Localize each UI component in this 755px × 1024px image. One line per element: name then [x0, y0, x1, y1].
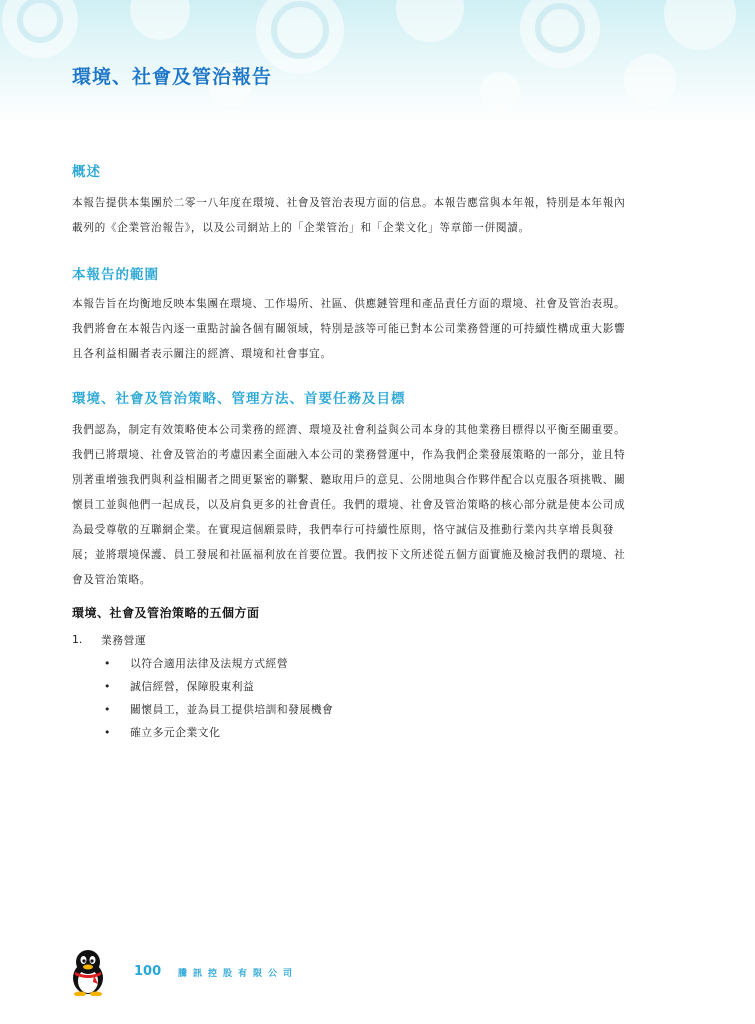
list-number: 1.	[72, 633, 83, 646]
bullet-text: 確立多元企業文化	[130, 726, 221, 739]
penguin-mascot-icon	[68, 948, 108, 1000]
scope-paragraph	[72, 292, 688, 367]
strategy-heading: 環境、社會及管治策略、管理方法、首要任務及目標	[72, 391, 406, 407]
paragraph-line: 展；並將環境保護、員工發展和社區福利放在首要位置。我們按下文所述從五個方面實施及檢討我們的環境、社	[72, 549, 626, 561]
bullet-text: 以符合適用法律及法規方式經營	[130, 657, 289, 670]
paragraph-line: 我們認為，制定有效策略使本公司業務的經濟、環境及社會利益與公司本身的其他業務目標得以平衡至關重要。	[72, 424, 626, 436]
bullet-item	[104, 656, 288, 671]
overview-paragraph	[72, 191, 688, 241]
paragraph-line: 且各利益相關者表示關注的經濟、環境和社會事宜。	[72, 348, 332, 360]
five-aspects-heading: 環境、社會及管治策略的五個方面	[72, 606, 260, 620]
bullet-item	[104, 679, 254, 694]
page-number: 100	[134, 964, 162, 979]
bullet-icon: •	[104, 657, 111, 670]
paragraph-line: 載列的《企業管治報告》，以及公司網站上的「企業管治」和「企業文化」等章節一併閱讀。	[72, 222, 530, 234]
paragraph-line: 我們將會在本報告內逐一重點討論各個有關領域，特別是該等可能已對本公司業務營運的可持續性構成重大影響	[72, 323, 626, 335]
paragraph-line: 為最受尊敬的互聯網企業。在實現這個願景時，我們奉行可持續性原則，恪守誠信及推動行業內共享增長與發	[72, 524, 615, 536]
page-title: 環境、社會及管治報告	[72, 66, 273, 88]
company-name: 騰訊控股有限公司	[178, 969, 299, 979]
bullet-text: 關懷員工，並為員工提供培訓和發展機會	[130, 703, 334, 716]
paragraph-line: 會及管治策略。	[72, 574, 152, 586]
overview-heading: 概述	[72, 164, 101, 180]
bullet-text: 誠信經營，保障股東利益	[130, 680, 255, 693]
paragraph-line: 懷員工並與他們一起成長，以及肩負更多的社會責任。我們的環境、社會及管治策略的核心部分就是使本公司成	[72, 499, 626, 511]
strategy-paragraph	[72, 418, 688, 593]
bullet-icon: •	[104, 726, 111, 739]
paragraph-line: 別著重增強我們與利益相關者之間更緊密的聯繫、聽取用戶的意見、公開地與合作夥伴配合以克服各項挑戰、關	[72, 474, 626, 486]
paragraph-line: 本報告旨在均衡地反映本集團在環境、工作場所、社區、供應鏈管理和產品責任方面的環境、社會及管治表現。	[72, 298, 626, 310]
bullet-item	[104, 725, 220, 740]
bullet-item	[104, 702, 333, 717]
list-item-title: 業務營運	[101, 634, 147, 647]
bullet-icon: •	[104, 703, 111, 716]
paragraph-line: 本報告提供本集團於二零一八年度在環境、社會及管治表現方面的信息。本報告應當與本年報，特別是本年報內	[72, 197, 626, 209]
bullet-icon: •	[104, 680, 111, 693]
scope-heading: 本報告的範圍	[72, 267, 159, 283]
paragraph-line: 我們已將環境、社會及管治的考慮因素全面融入本公司的業務營運中，作為我們企業發展策略的一部分，並且特	[72, 449, 626, 461]
